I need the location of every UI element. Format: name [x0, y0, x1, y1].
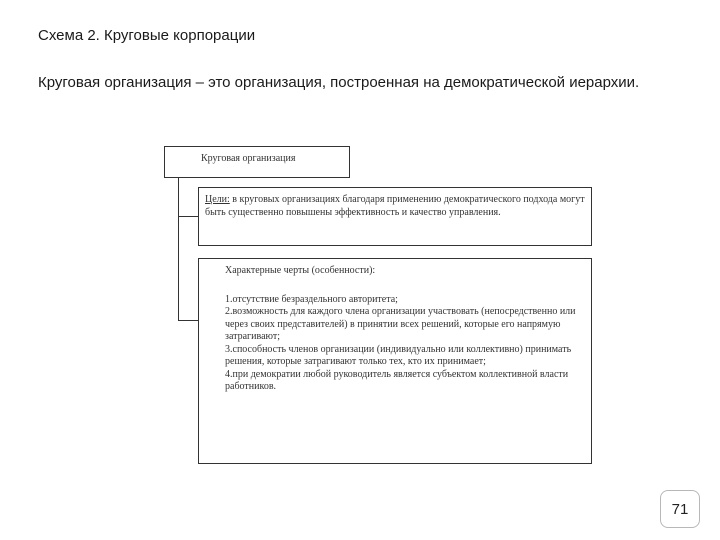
features-box — [198, 258, 592, 464]
root-box — [164, 146, 350, 178]
connector-features — [178, 320, 198, 321]
feature-item: 1.отсутствие безраздельного авторитета; — [225, 293, 398, 305]
definition-text: Круговая организация – это организация, построенная на демократической иерархии. — [38, 74, 640, 91]
root-label: Круговая организация — [201, 153, 296, 164]
feature-item: 3.способность членов организации (индивидуально или коллективно) принимать решения, которые затрагивают только тех, кто их принимает; — [225, 343, 572, 367]
goals-text: в круговых организациях благодаря применению демократического подхода могут быть существенно повышены эффективность и качество управления. — [205, 194, 585, 218]
connector-goals — [178, 216, 198, 217]
feature-item: 4.при демократии любой руководитель является субъектом коллективной власти работников. — [225, 368, 569, 392]
feature-item: 2.возможность для каждого члена организации участвовать (непосредственно или через своих представителей) в принятии всех решений, которые его напрямую затрагивают; — [225, 306, 576, 342]
features-list — [225, 294, 583, 394]
page-number: 71 — [660, 490, 700, 528]
goals-box — [198, 187, 592, 246]
features-heading: Характерные черты (особенности): — [225, 265, 376, 276]
goals-label: Цели: — [205, 194, 230, 205]
connector-vertical — [178, 178, 179, 320]
slide-title: Схема 2. Круговые корпорации — [38, 27, 256, 44]
